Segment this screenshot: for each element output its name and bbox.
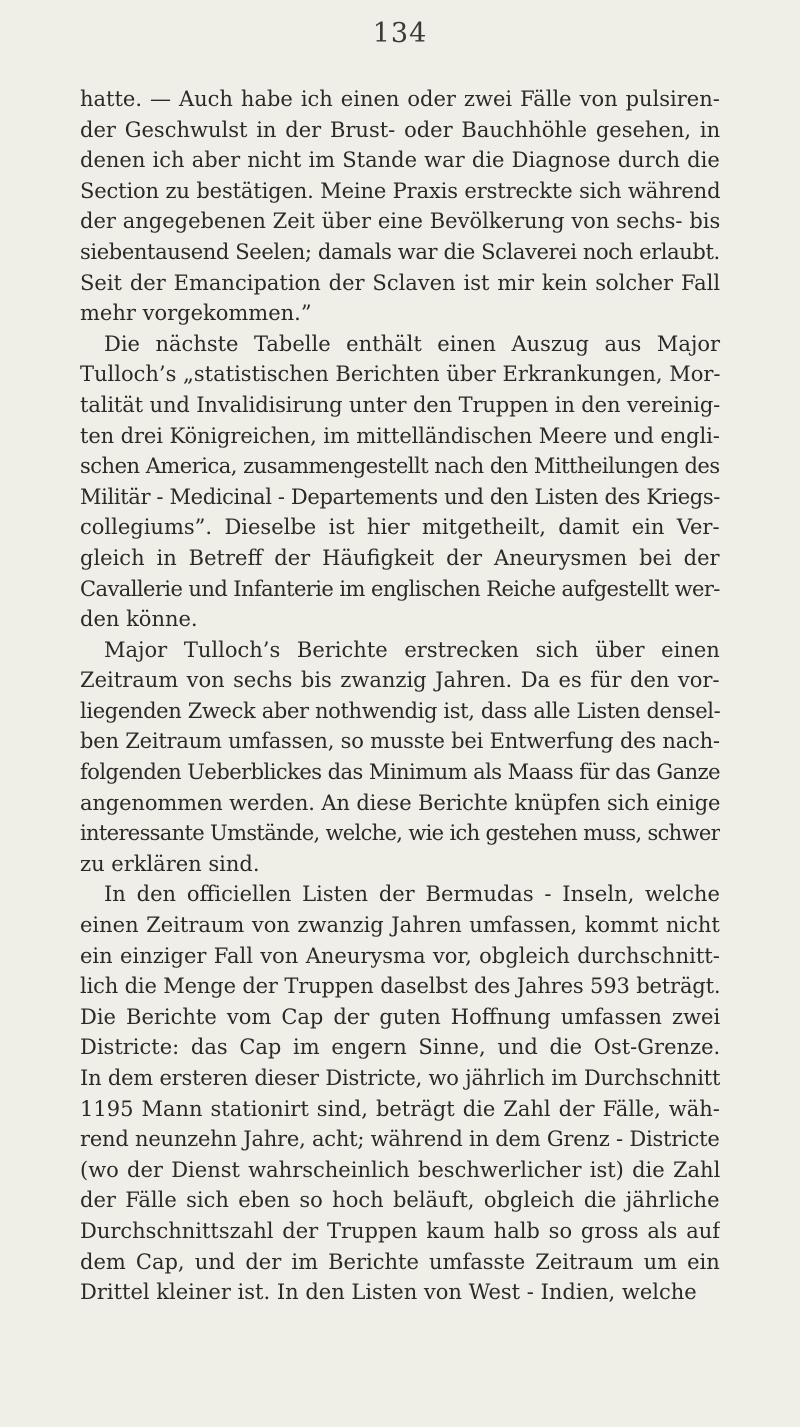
text-line: ben Zeitraum umfassen, so musste bei Entwerfung des nach- (80, 729, 720, 754)
text-line: interessante Umstände, welche, wie ich gestehen muss, schwer (80, 821, 720, 846)
text-line: In den officiellen Listen der Bermudas - Inseln, welche (104, 882, 720, 907)
text-line: schen America, zusammengestellt nach den Mittheilungen des (80, 454, 720, 479)
text-line: Major Tulloch’s Berichte erstrecken sich über einen (104, 637, 720, 662)
body-text (80, 84, 800, 1308)
text-line: gleich in Betreff der Häufigkeit der Aneurysmen bei der (80, 545, 720, 570)
text-line: der angegebenen Zeit über eine Bevölkerung von sechs- bis (80, 209, 720, 234)
page-number: 134 (372, 18, 428, 49)
text-line: folgenden Ueberblickes das Minimum als Maass für das Ganze (80, 760, 720, 785)
text-line: Section zu bestätigen. Meine Praxis erstreckte sich während (80, 178, 720, 203)
text-line: ein einziger Fall von Aneurysma vor, obgleich durchschnitt- (80, 943, 720, 968)
text-line: Seit der Emancipation der Sclaven ist mir kein solcher Fall (80, 270, 720, 295)
text-line: liegenden Zweck aber nothwendig ist, dass alle Listen densel- (80, 698, 720, 723)
text-line: Durchschnittszahl der Truppen kaum halb so gross als auf (80, 1218, 720, 1243)
text-line: denen ich aber nicht im Stande war die Diagnose durch die (80, 148, 720, 173)
text-line: den könne. (80, 607, 198, 632)
text-line: angenommen werden. An diese Berichte knüpfen sich einige (80, 790, 720, 815)
text-line: zu erklären sind. (80, 851, 260, 876)
text-line: (wo der Dienst wahrscheinlich beschwerlicher ist) die Zahl (80, 1157, 720, 1182)
text-line: der Fälle sich eben so hoch beläuft, obgleich die jährliche (80, 1188, 720, 1213)
text-line: einen Zeitraum von zwanzig Jahren umfassen, kommt nicht (80, 913, 720, 938)
text-line: Militär - Medicinal - Departements und den Listen des Kriegs- (80, 484, 720, 509)
text-line: der Geschwulst in der Brust- oder Bauchhöhle gesehen, in (80, 117, 720, 142)
text-line: mehr vorgekommen.” (80, 301, 312, 326)
text-line: In dem ersteren dieser Districte, wo jährlich im Durchschnitt (80, 1066, 720, 1090)
text-line: Drittel kleiner ist. In den Listen von West - Indien, welche (80, 1280, 697, 1305)
text-line: dem Cap, und der im Berichte umfasste Zeitraum um ein (80, 1249, 720, 1274)
text-line: Die nächste Tabelle enthält einen Auszug aus Major (104, 331, 721, 356)
text-line: hatte. — Auch habe ich einen oder zwei Fälle von pulsiren- (80, 87, 720, 111)
text-line: Cavallerie und Infanterie im englischen Reiche aufgestellt wer- (80, 576, 720, 601)
text-line: collegiums”. Dieselbe ist hier mitgetheilt, damit ein Ver- (80, 515, 720, 540)
text-line: ten drei Königreichen, im mittelländischen Meere und engli- (80, 423, 720, 448)
text-line: Districte: das Cap im engern Sinne, und die Ost-Grenze. (80, 1035, 720, 1060)
text-line: lich die Menge der Truppen daselbst des Jahres 593 beträgt. (80, 974, 720, 999)
text-line: Tulloch’s „statistischen Berichten über Erkrankungen, Mor- (80, 362, 720, 387)
text-line: rend neunzehn Jahre, acht; während in dem Grenz - Districte (80, 1127, 720, 1152)
text-line: siebentausend Seelen; damals war die Sclaverei noch erlaubt. (80, 239, 720, 264)
text-line: 1195 Mann stationirt sind, beträgt die Zahl der Fälle, wäh- (80, 1096, 720, 1121)
text-line: Die Berichte vom Cap der guten Hoffnung umfassen zwei (80, 1004, 720, 1029)
text-line: Zeitraum von sechs bis zwanzig Jahren. Da es für den vor- (80, 668, 720, 693)
text-line: talität und Invalidisirung unter den Truppen in den vereinig- (80, 392, 720, 417)
